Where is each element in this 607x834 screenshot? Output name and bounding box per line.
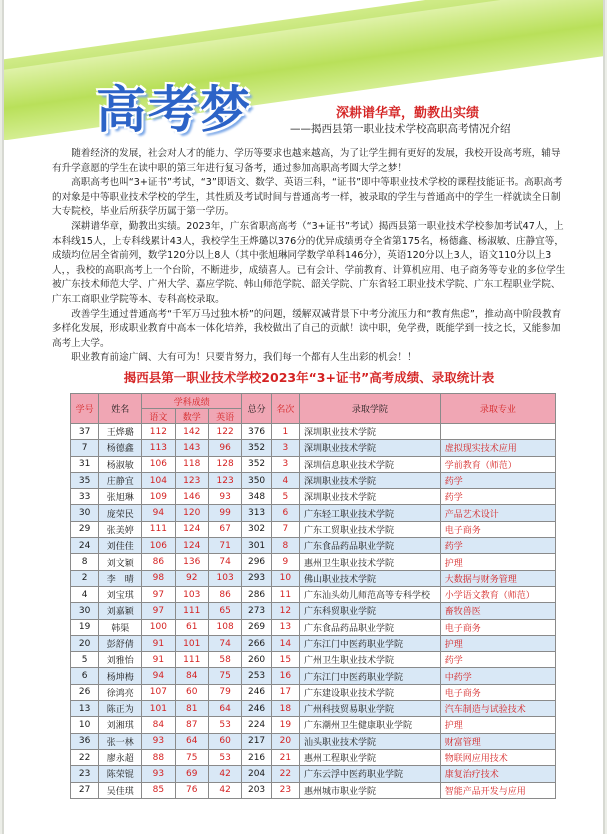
- cell-chinese: 100: [142, 619, 175, 635]
- table-row: [71, 440, 556, 456]
- cell-chinese: 88: [142, 749, 175, 765]
- cell-name: 张一林: [99, 733, 142, 749]
- cell-major: 大数据与财务管理: [440, 570, 555, 586]
- paragraph: 高职高考也叫“3+证书”考试，“3”即语文、数学、英语三科，“证书”即中等职业技术学校的课程技能证书。高职高考的对象是中等职业技术学校的学生，其性质及考试时间与普通高考一样，被录取的学生与普通高中的学生一样就读全日制大专院校，毕业后所获学历属于第一学历。: [52, 177, 563, 218]
- cell-chinese: 113: [142, 440, 175, 456]
- cell-math: 75: [175, 749, 208, 765]
- cell-name: 廖永超: [99, 749, 142, 765]
- cell-major: 智能产品开发与应用: [440, 782, 555, 798]
- cell-no: 20: [71, 635, 99, 651]
- cell-rank: 23: [271, 782, 299, 798]
- cell-english: 65: [208, 603, 241, 619]
- cell-english: 79: [208, 684, 241, 700]
- cell-math: 136: [175, 554, 208, 570]
- cell-english: 103: [208, 570, 241, 586]
- cell-english: 42: [208, 782, 241, 798]
- cell-total: 348: [242, 489, 271, 505]
- cell-college: 深圳职业技术学院: [300, 424, 441, 440]
- cell-no: 27: [71, 782, 99, 798]
- table-row: [71, 472, 556, 488]
- cell-math: 64: [175, 733, 208, 749]
- cell-major: 虚拟现实技术应用: [440, 440, 555, 456]
- cell-total: 301: [242, 538, 271, 554]
- table-row: [71, 603, 556, 619]
- cell-total: 203: [242, 782, 271, 798]
- paragraph: 职业教育前途广阔、大有可为！只要肯努力，我们每一个都有人生出彩的机会！！: [71, 352, 417, 364]
- cell-name: 刘嘉颖: [99, 603, 142, 619]
- table-row: [71, 521, 556, 537]
- cell-total: 217: [242, 733, 271, 749]
- cell-english: 60: [208, 733, 241, 749]
- table-row: [71, 570, 556, 586]
- header-name: 姓名: [99, 394, 142, 424]
- header-no: 学号: [71, 394, 99, 424]
- header-math: 数学: [175, 409, 208, 424]
- cell-college: 广东食品药品职业学院: [300, 619, 441, 635]
- cell-math: 103: [175, 586, 208, 602]
- cell-math: 120: [175, 505, 208, 521]
- cell-chinese: 97: [142, 586, 175, 602]
- cell-no: 30: [71, 603, 99, 619]
- cell-english: 74: [208, 635, 241, 651]
- cell-math: 61: [175, 619, 208, 635]
- cell-chinese: 98: [142, 570, 175, 586]
- table-row: [71, 538, 556, 554]
- cell-college: 广州卫生职业技术学院: [300, 652, 441, 668]
- cell-no: 26: [71, 684, 99, 700]
- cell-no: 36: [71, 733, 99, 749]
- cell-name: 李 晴: [99, 570, 142, 586]
- cell-english: 67: [208, 521, 241, 537]
- cell-major: 电子商务: [440, 521, 555, 537]
- cell-college: 深圳职业技术学院: [300, 472, 441, 488]
- cell-english: 96: [208, 440, 241, 456]
- cell-math: 92: [175, 570, 208, 586]
- cell-total: 302: [242, 521, 271, 537]
- cell-major: 药学: [440, 538, 555, 554]
- cell-chinese: 93: [142, 766, 175, 782]
- cell-chinese: 94: [142, 505, 175, 521]
- cell-no: 19: [71, 619, 99, 635]
- cell-rank: 17: [271, 684, 299, 700]
- cell-math: 118: [175, 456, 208, 472]
- header-chinese: 语文: [142, 409, 175, 424]
- cell-math: 69: [175, 766, 208, 782]
- cell-no: 22: [71, 749, 99, 765]
- cell-college: 深圳职业技术学院: [300, 489, 441, 505]
- table-row: [71, 668, 556, 684]
- cell-rank: 16: [271, 668, 299, 684]
- cell-chinese: 112: [142, 424, 175, 440]
- cell-major: 护理: [440, 635, 555, 651]
- cell-chinese: 106: [142, 538, 175, 554]
- cell-name: 杨坤梅: [99, 668, 142, 684]
- cell-major: 药学: [440, 472, 555, 488]
- cell-major: 药学: [440, 489, 555, 505]
- cell-name: 韩渠: [99, 619, 142, 635]
- cell-major: 药学: [440, 652, 555, 668]
- cell-chinese: 97: [142, 603, 175, 619]
- cell-no: 7: [71, 440, 99, 456]
- cell-no: 10: [71, 717, 99, 733]
- cell-rank: 7: [271, 521, 299, 537]
- cell-no: 5: [71, 652, 99, 668]
- table-row: [71, 456, 556, 472]
- cell-chinese: 94: [142, 668, 175, 684]
- cell-rank: 19: [271, 717, 299, 733]
- cell-math: 76: [175, 782, 208, 798]
- table-row: [71, 684, 556, 700]
- cell-chinese: 109: [142, 489, 175, 505]
- cell-english: 64: [208, 701, 241, 717]
- score-table-body: [71, 424, 556, 799]
- header-major: 录取专业: [440, 394, 555, 424]
- cell-rank: 18: [271, 701, 299, 717]
- cell-college: 广东江门中医药职业学院: [300, 668, 441, 684]
- cell-major: 财富管理: [440, 733, 555, 749]
- cell-rank: 9: [271, 554, 299, 570]
- cell-major: 汽车制造与试验技术: [440, 701, 555, 717]
- cell-english: 93: [208, 489, 241, 505]
- cell-no: 8: [71, 554, 99, 570]
- cell-chinese: 84: [142, 717, 175, 733]
- cell-name: 陈荣锟: [99, 766, 142, 782]
- cell-major: 康复治疗技术: [440, 766, 555, 782]
- cell-english: 86: [208, 586, 241, 602]
- cell-chinese: 107: [142, 684, 175, 700]
- page-byline: ——揭西县第一职业技术学校高职高考情况介绍: [290, 123, 511, 135]
- cell-rank: 3: [271, 456, 299, 472]
- cell-chinese: 104: [142, 472, 175, 488]
- cell-total: 246: [242, 701, 271, 717]
- cell-chinese: 111: [142, 521, 175, 537]
- cell-rank: 12: [271, 603, 299, 619]
- cell-no: 30: [71, 505, 99, 521]
- cell-no: 33: [71, 489, 99, 505]
- cell-no: 29: [71, 521, 99, 537]
- cell-college: 惠州工程职业学院: [300, 749, 441, 765]
- cell-total: 352: [242, 456, 271, 472]
- table-row: [71, 652, 556, 668]
- cell-math: 143: [175, 440, 208, 456]
- cell-total: 296: [242, 554, 271, 570]
- cell-total: 204: [242, 766, 271, 782]
- cell-english: 58: [208, 652, 241, 668]
- table-row: [71, 586, 556, 602]
- cell-major: 物联网应用技术: [440, 749, 555, 765]
- cell-major: 学前教育（师范）: [440, 456, 555, 472]
- cell-total: 376: [242, 424, 271, 440]
- table-row: [71, 733, 556, 749]
- cell-rank: 10: [271, 570, 299, 586]
- cell-english: 99: [208, 505, 241, 521]
- cell-name: 彭舒倩: [99, 635, 142, 651]
- cell-no: 24: [71, 538, 99, 554]
- cell-chinese: 86: [142, 554, 175, 570]
- cell-name: 杨德鑫: [99, 440, 142, 456]
- cell-english: 128: [208, 456, 241, 472]
- cell-no: 23: [71, 766, 99, 782]
- cell-college: 广东云浮中医药职业学院: [300, 766, 441, 782]
- cell-name: 王烨璐: [99, 424, 142, 440]
- cell-name: 杨淑敏: [99, 456, 142, 472]
- header-banner: [4, 0, 603, 140]
- cell-name: 庄静宜: [99, 472, 142, 488]
- table-row: [71, 424, 556, 440]
- cell-math: 124: [175, 521, 208, 537]
- cell-english: 108: [208, 619, 241, 635]
- cell-total: 273: [242, 603, 271, 619]
- cell-rank: 14: [271, 635, 299, 651]
- cell-name: 刘宝琪: [99, 586, 142, 602]
- cell-chinese: 91: [142, 652, 175, 668]
- header-total: 总分: [242, 394, 271, 424]
- paragraph: 随着经济的发展，社会对人才的能力、学历等要求也越来越高，为了让学生拥有更好的发展，我校开设高考班，辅导有升学意愿的学生在读中职的第三年进行复习备考，通过参加高职高考圆大学之梦！: [52, 148, 561, 174]
- cell-math: 60: [175, 684, 208, 700]
- header-rank: 名次: [271, 394, 299, 424]
- cell-rank: 13: [271, 619, 299, 635]
- cell-english: 74: [208, 554, 241, 570]
- cell-college: 广东食品药品职业学院: [300, 538, 441, 554]
- table-row: [71, 782, 556, 798]
- cell-total: 253: [242, 668, 271, 684]
- cell-major: 产品艺术设计: [440, 505, 555, 521]
- cell-name: 刘佳佳: [99, 538, 142, 554]
- cell-rank: 22: [271, 766, 299, 782]
- cell-math: 124: [175, 538, 208, 554]
- cell-college: 广东潮州卫生健康职业学院: [300, 717, 441, 733]
- table-title: 揭西县第一职业技术学校2023年“3+证书”高考成绩、录取统计表: [123, 370, 495, 385]
- cell-major: 中药学: [440, 668, 555, 684]
- page-subtitle: 深耕谱华章，勤教出实绩: [336, 106, 480, 121]
- cell-college: 惠州卫生职业技术学院: [300, 554, 441, 570]
- cell-total: 313: [242, 505, 271, 521]
- cell-name: 陈正为: [99, 701, 142, 717]
- cell-rank: 11: [271, 586, 299, 602]
- cell-college: 广东建设职业技术学院: [300, 684, 441, 700]
- cell-rank: 1: [271, 424, 299, 440]
- cell-major: 电子商务: [440, 619, 555, 635]
- cell-total: 246: [242, 684, 271, 700]
- cell-math: 142: [175, 424, 208, 440]
- cell-chinese: 85: [142, 782, 175, 798]
- cell-college: 深圳信息职业技术学院: [300, 456, 441, 472]
- cell-name: 张美婷: [99, 521, 142, 537]
- table-row: [71, 749, 556, 765]
- cell-math: 111: [175, 603, 208, 619]
- cell-major: 护理: [440, 554, 555, 570]
- table-row: [71, 505, 556, 521]
- table-row: [71, 489, 556, 505]
- cell-major: 电子商务: [440, 684, 555, 700]
- cell-english: 53: [208, 749, 241, 765]
- cell-total: 350: [242, 472, 271, 488]
- cell-no: 31: [71, 456, 99, 472]
- cell-total: 352: [242, 440, 271, 456]
- cell-rank: 20: [271, 733, 299, 749]
- header-english: 英语: [208, 409, 241, 424]
- document-page: [4, 0, 603, 834]
- cell-major: 护理: [440, 717, 555, 733]
- cell-chinese: 91: [142, 635, 175, 651]
- cell-rank: 4: [271, 472, 299, 488]
- cell-math: 81: [175, 701, 208, 717]
- cell-college: 汕头职业技术学院: [300, 733, 441, 749]
- article-body: [52, 147, 570, 366]
- cell-major: 小学语文教育（师范）: [440, 586, 555, 602]
- cell-math: 101: [175, 635, 208, 651]
- cell-no: 4: [71, 586, 99, 602]
- cell-college: 广东汕头幼儿师范高等专科学校: [300, 586, 441, 602]
- cell-college: 惠州城市职业学院: [300, 782, 441, 798]
- table-row: [71, 554, 556, 570]
- cell-rank: 15: [271, 652, 299, 668]
- cell-english: 75: [208, 668, 241, 684]
- table-row: [71, 635, 556, 651]
- table-row: [71, 766, 556, 782]
- cell-rank: 6: [271, 505, 299, 521]
- score-table: [70, 393, 556, 799]
- cell-total: 260: [242, 652, 271, 668]
- cell-college: 广州科技贸易职业学院: [300, 701, 441, 717]
- cell-english: 53: [208, 717, 241, 733]
- cell-math: 84: [175, 668, 208, 684]
- page-title: 高考梦: [96, 81, 252, 139]
- cell-chinese: 101: [142, 701, 175, 717]
- cell-name: 庞荣民: [99, 505, 142, 521]
- cell-total: 224: [242, 717, 271, 733]
- cell-chinese: 106: [142, 456, 175, 472]
- cell-total: 269: [242, 619, 271, 635]
- table-row: [71, 619, 556, 635]
- cell-english: 122: [208, 424, 241, 440]
- cell-total: 266: [242, 635, 271, 651]
- cell-college: 广东工贸职业技术学院: [300, 521, 441, 537]
- cell-no: 37: [71, 424, 99, 440]
- cell-rank: 5: [271, 489, 299, 505]
- cell-math: 146: [175, 489, 208, 505]
- cell-no: 2: [71, 570, 99, 586]
- cell-college: 佛山职业技术学院: [300, 570, 441, 586]
- cell-no: 6: [71, 668, 99, 684]
- paragraph: 深耕谱华章，勤教出实绩。2023年，广东省职高高考（“3+证书”考试）揭西县第一职业技术学校参加考试47人，上本科线15人，上专科线累计43人，我校学生王烨璐以376分的优异成绩勇夺全省第175名，杨德鑫、杨淑敏、庄静宜等，成绩均位居全省前列，数学120分以上8人（其中张旭琳同学数学单科146分），英语120分以上3人，语文110分以上3人，，我校的高职高考上一个台阶，不断进步，成绩喜人。已有会计、学前教育、计算机应用、电子商务等专业的多位学生被广东技术师范大学、广州大学、嘉应学院、韩山师范学院、韶关学院、广东省轻工职业技术学院、广东工程职业学院、广东工商职业学院等本、专科高校录取。: [52, 220, 566, 305]
- header-college: 录取学院: [300, 394, 441, 424]
- cell-total: 216: [242, 749, 271, 765]
- cell-college: 广东科贸职业学院: [300, 603, 441, 619]
- cell-name: 刘湘琪: [99, 717, 142, 733]
- cell-college: 深圳职业技术学院: [300, 440, 441, 456]
- cell-math: 111: [175, 652, 208, 668]
- cell-math: 87: [175, 717, 208, 733]
- cell-total: 293: [242, 570, 271, 586]
- cell-rank: 21: [271, 749, 299, 765]
- cell-no: 13: [71, 701, 99, 717]
- cell-english: 123: [208, 472, 241, 488]
- cell-name: 徐鸿亮: [99, 684, 142, 700]
- cell-math: 123: [175, 472, 208, 488]
- table-row: [71, 701, 556, 717]
- cell-total: 286: [242, 586, 271, 602]
- header-subject-group: 学科成绩: [142, 394, 242, 409]
- cell-name: 张旭琳: [99, 489, 142, 505]
- cell-name: 吴佳琪: [99, 782, 142, 798]
- cell-college: 广东江门中医药职业学院: [300, 635, 441, 651]
- cell-english: 71: [208, 538, 241, 554]
- cell-major: [440, 424, 555, 440]
- cell-rank: 8: [271, 538, 299, 554]
- cell-college: 广东轻工职业技术学院: [300, 505, 441, 521]
- cell-major: 畜牧兽医: [440, 603, 555, 619]
- paragraph: 改善学生通过普通高考“千军万马过独木桥”的问题，缓解双减背景下中考分流压力和“教育焦虑”，推动高中阶段教育多样化发展，形成职业教育中高本一体化培养，我校做出了自己的贡献！读中职，免学费，既能学到一技之长，又能参加高考上大学。: [52, 308, 562, 349]
- cell-name: 刘文颖: [99, 554, 142, 570]
- cell-rank: 3: [271, 440, 299, 456]
- table-row: [71, 717, 556, 733]
- cell-no: 35: [71, 472, 99, 488]
- cell-chinese: 93: [142, 733, 175, 749]
- cell-name: 刘雅怡: [99, 652, 142, 668]
- cell-english: 42: [208, 766, 241, 782]
